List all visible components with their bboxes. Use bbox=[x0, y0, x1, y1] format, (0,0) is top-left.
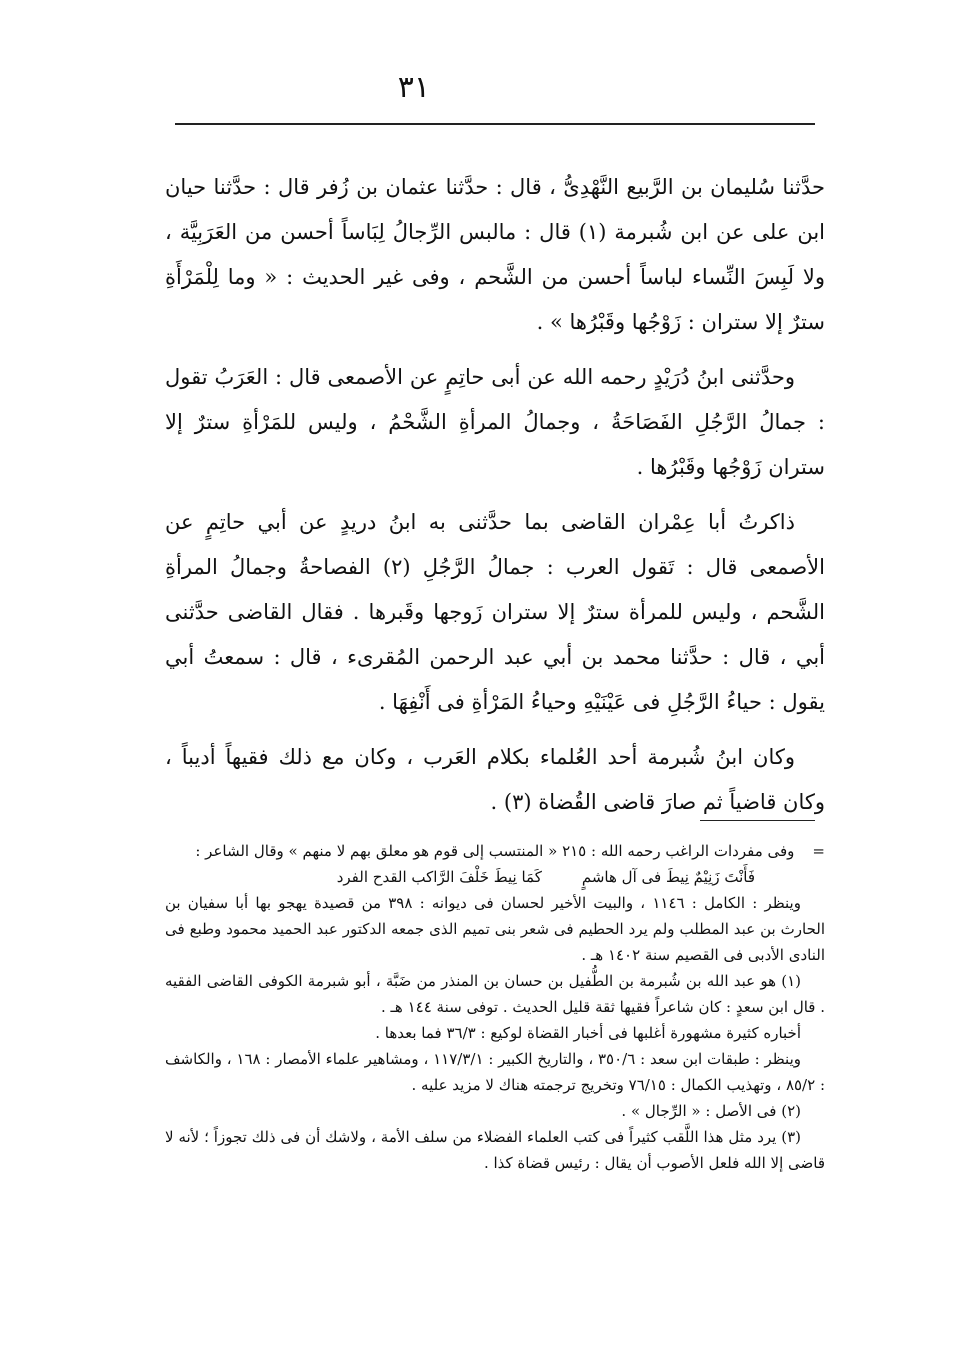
verse-first-hemistich: فَأَنْتَ زَنِيْمٌ نِيطَ فى آل هاشمٍ bbox=[581, 868, 755, 886]
footnote-references: وينظر : الكامل : ١١٤٦ ، والبيت الأخير لحسان فى ديوانه : ٣٩٨ من قصيدة يهجو بها أبا سفيان بن الحارث بن عبد المطلب ولم يرد الحطيم فى شعر بنى تميم الذى جمعه الدكتور عبد الحميد محمود وطبع فى النادى الأدبى فى القصيم سنة ١٤٠٢ هـ . bbox=[165, 894, 825, 964]
body-paragraph-3: ذاكرتُ أبا عِمْران القاضى بما حدَّثنى به ابنُ دريدٍ عن أبي حاتِمٍ عن الأصمعى قال : تَقول العرب : جمالُ الرَّجُلِ (٢) الفصاحةُ وجمالُ المرأةِ الشَّحم ، وليس للمرأة سترٌ إلا ستران زَوجها وقَبرها . فقال القاضى حدَّثنى أبي ، قال : حدَّثنا محمد بن أبي عبد الرحمن المُقرىء ، قال : سمعتُ أبي يقول : حياءُ الرَّجُلِ فى عَيْنَيْهِ وحياءُ المَرْأةِ فى أَنْفِهَا . bbox=[165, 510, 825, 714]
body-paragraph-1: حدَّثنا سُليمان بن الرَّبيع النَّهْدِىُّ ، قال : حدَّثنا عثمان بن زُفر قال : حدَّثنا حيان ابن على عن ابن شُبرمة (١) قال : مالبس الرِّجالُ لِبَاساً أحسن من العَرَبِيَّة ، ولا لَبِسَ النِّساء لباساً أحسن من الشَّحم ، وفى غير الحديث : « وما لِلْمَرْأَةِ سترٌ إلا ستران : زَوْجُها وقَبْرُها » . bbox=[165, 175, 825, 334]
footnotes bbox=[165, 838, 825, 1176]
footnote-1-line-2: أخباره كثيرة مشهورة أغلبها فى أخبار القضاة لوكيع : ٣٦/٣ فما بعدها . bbox=[375, 1024, 801, 1042]
continuation-text: وفى مفردات الراغب رحمه الله : ٢١٥ « المنتسب إلى قوم هو معلق بهم لا منهم » وقال الشاعر : bbox=[195, 842, 795, 860]
header-rule bbox=[175, 123, 815, 125]
body-paragraph-2: وحدَّثنى ابنُ دُرَيْدٍ رحمه الله عن أبى حاتِمٍ عن الأصمعى قال : العَرَبُ تقول : جمالُ الرَّجُلِ الفَصَاحَةُ ، وجمالُ المرأةِ الشَّحْمُ ، وليس للمَرْأةِ سترٌ إلا ستران زَوْجُها وقَبْرُها . bbox=[165, 365, 825, 479]
footnote-continuation bbox=[165, 838, 825, 864]
main-text bbox=[165, 165, 825, 835]
page-number: ٣١ bbox=[397, 70, 430, 105]
footnote-2: (٢) فى الأصل : « الرِّجال » . bbox=[621, 1102, 801, 1120]
continuation-marker: = bbox=[812, 842, 825, 860]
verse-second-hemistich: كَمَا نِيطَ خَلْفَ الرَّاكب القدح الفرد bbox=[336, 868, 542, 886]
poetry-verse bbox=[165, 864, 825, 890]
body-paragraph-4: وكان ابنُ شُبرمة أحد العُلماء بكلام العَرب ، وكان مع ذلك فقيهاً أديباً ، وكان قاضياً ثم صارَ قاضى القُضاة (٣) . bbox=[165, 745, 825, 814]
footnote-1-line-3: وينظر : طبقات ابن سعد : ٣٥٠/٦ ، والتاريخ الكبير : ١١٧/٣/١ ، ومشاهير علماء الأمصار : ١٦٨ ، والكاشف : ٨٥/٢ ، وتهذيب الكمال : ٧٦/١٥ وتخريج ترجمته هناك لا مزيد عليه . bbox=[165, 1050, 825, 1094]
footnote-3: (٣) يرد مثل هذا اللَّقب كثيراً فى كتب العلماء الفضلاء من سلف الأمة ، ولاشك أن فى ذلك تجوزاً ؛ لأنه لا قاضى إلا الله فلعل الأصوب أن يقال : رئيس قضاة كذا . bbox=[165, 1128, 825, 1172]
footnote-1: (١) هو عبد الله بن شُبرمة بن الطُّفيل بن حسان بن المنذر من ضَبَّة ، أبو شبرمة الكوفى القاضى الفقيه . قال ابن سعدٍ : كان شاعراً فقيها ثقة قليل الحديث . توفى سنة ١٤٤ هـ . bbox=[165, 972, 825, 1016]
footnote-rule bbox=[700, 820, 815, 821]
